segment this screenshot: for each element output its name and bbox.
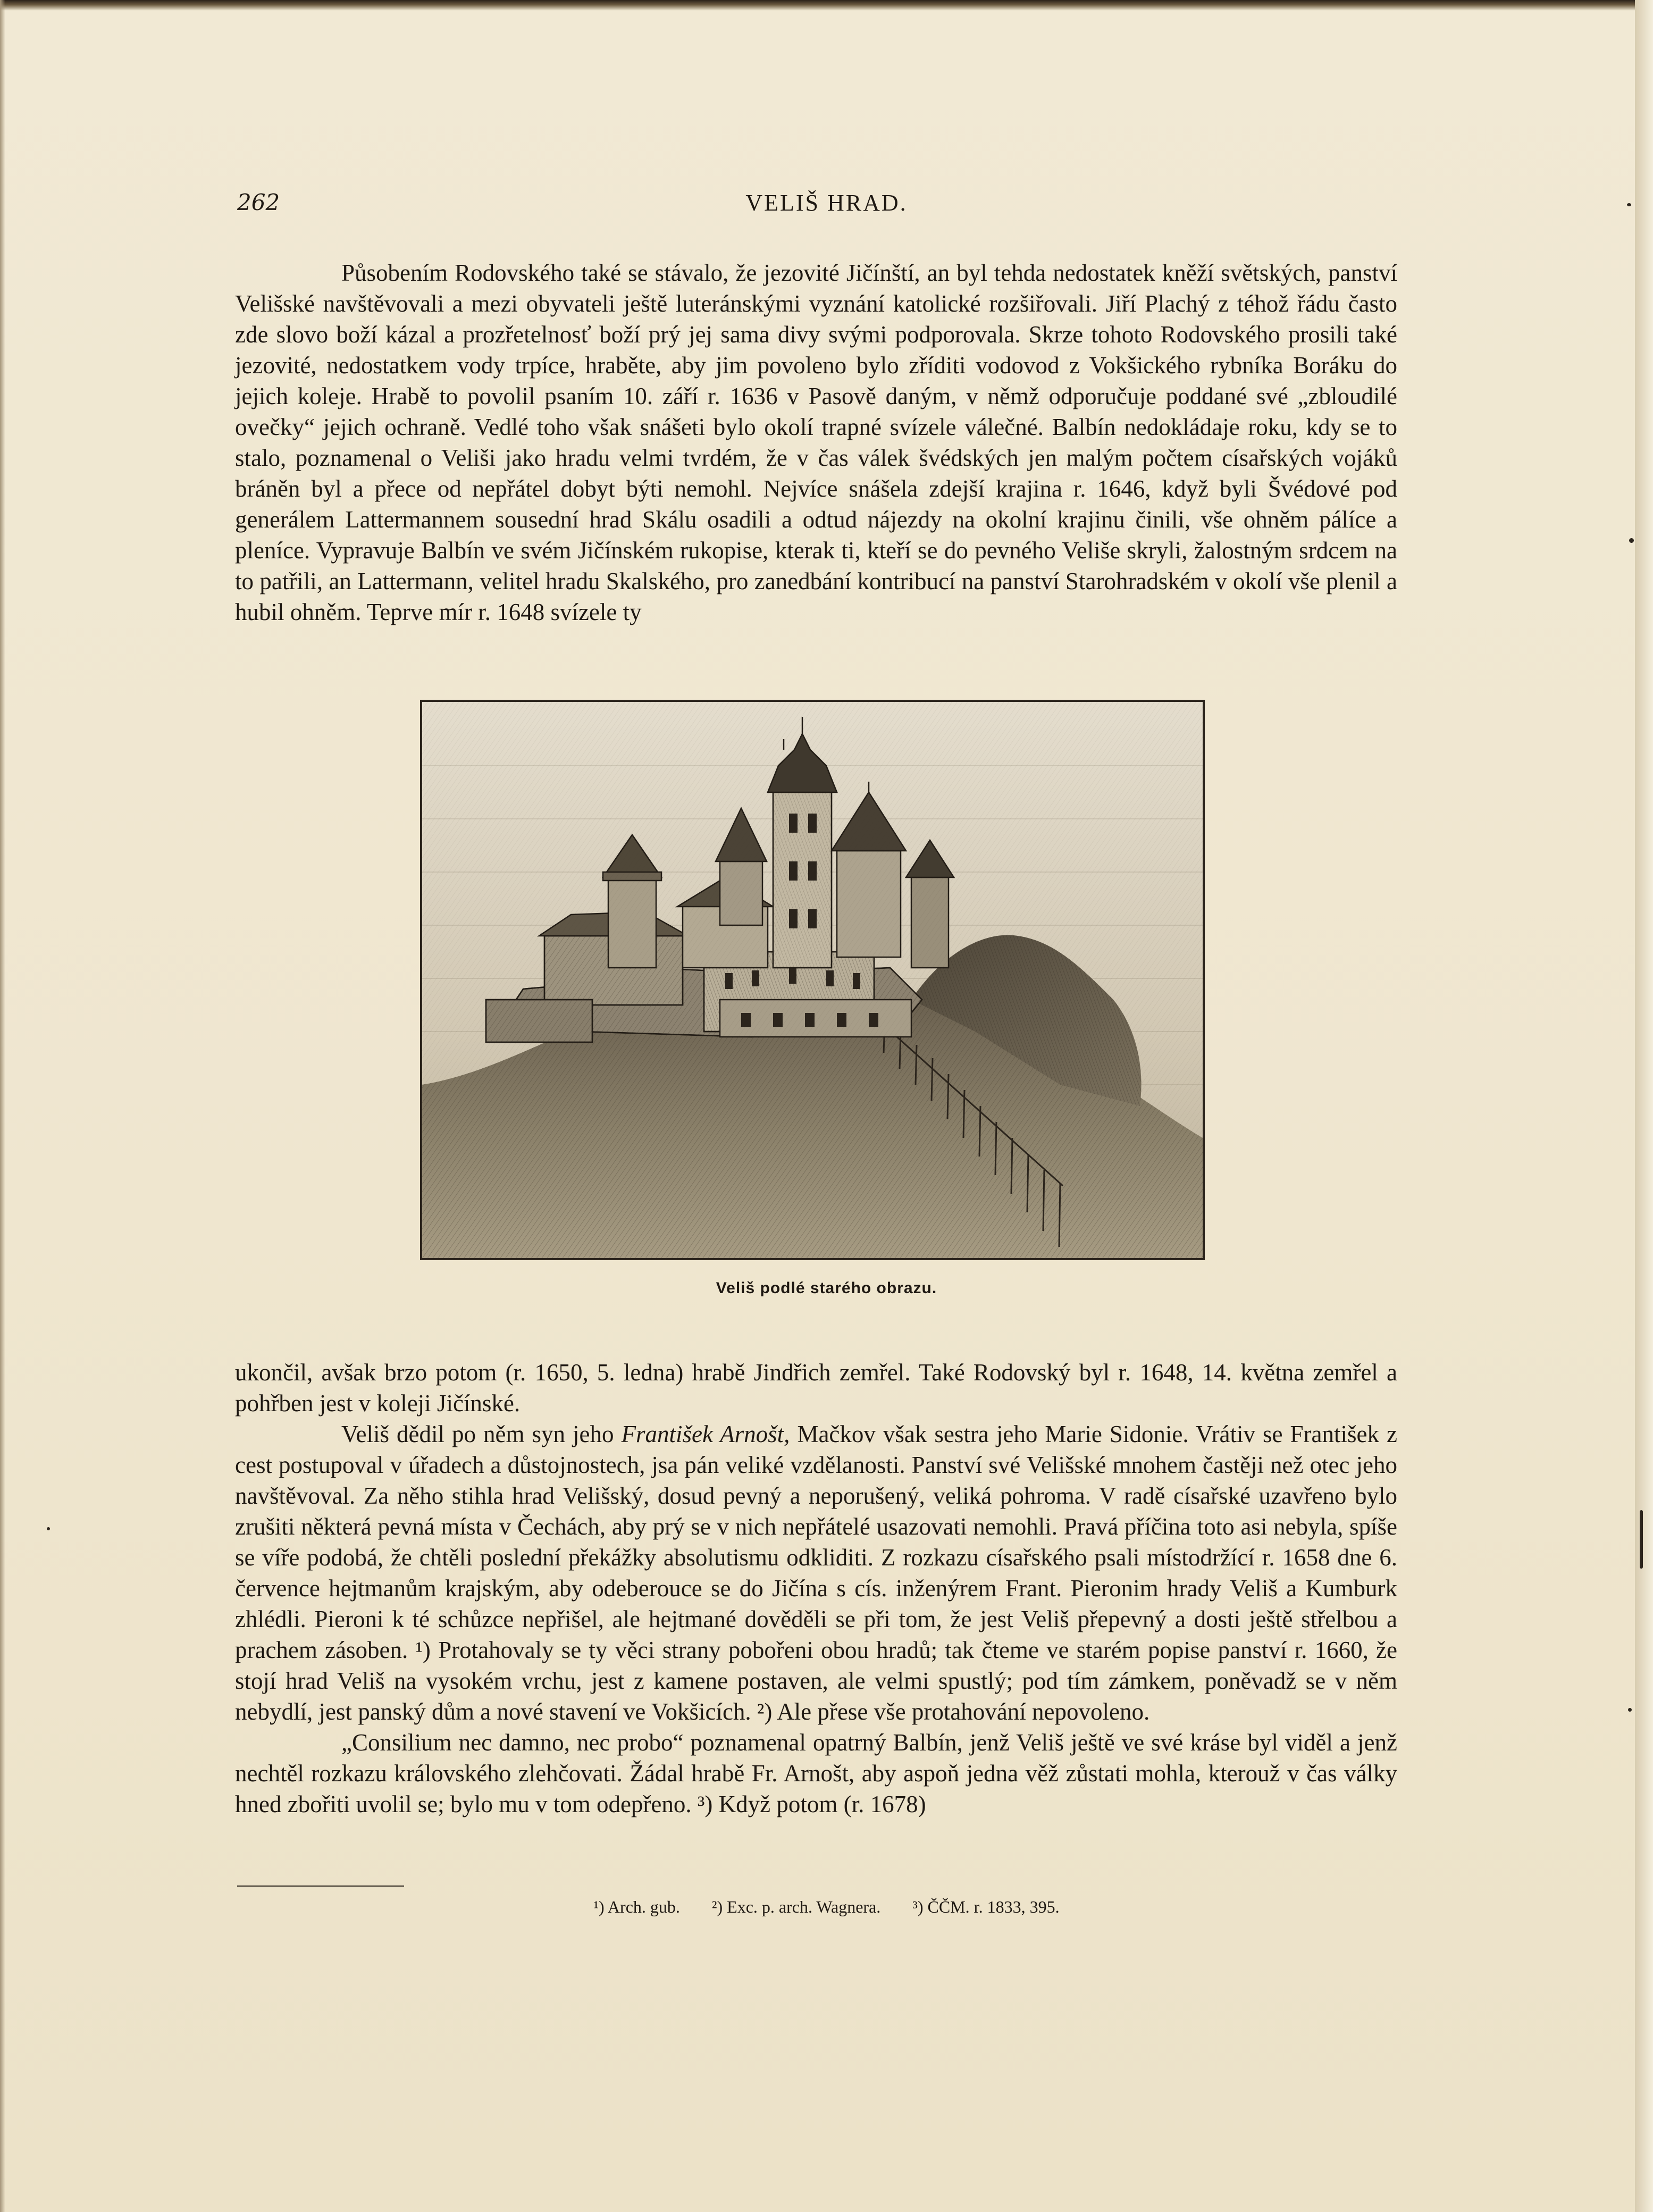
paragraph: „Consilium nec damno, nec probo“ poznamenal opatrný Balbín, jenž Veliš ještě ve své kráse byl viděl a jenž nechtěl rozkazu královského zlehčovati. Žádal hrabě Fr. Arnošt, aby aspoň jedna věž zůstati mohla, kterouž v čas války hned zbořiti uvolil se; bylo mu v tom odepřeno. ³) Když potom (r. 1678) bbox=[235, 1729, 1397, 1817]
margin-speck bbox=[1628, 1708, 1632, 1712]
page-left-edge bbox=[0, 0, 5, 2212]
castle-illustration bbox=[420, 700, 1205, 1260]
margin-speck bbox=[47, 1527, 50, 1530]
figure-caption: Veliš podlé starého obrazu. bbox=[716, 1279, 937, 1297]
person-name: František Arnošt, bbox=[621, 1421, 790, 1447]
footnotes bbox=[0, 1897, 1653, 1917]
margin-speck bbox=[1629, 538, 1634, 543]
paragraph-text: Veliš dědil po něm syn jeho bbox=[341, 1421, 622, 1447]
running-head bbox=[0, 189, 1653, 227]
margin-mark bbox=[1640, 1510, 1643, 1569]
footnote-rule bbox=[237, 1886, 404, 1887]
paragraph: ukončil, avšak brzo potom (r. 1650, 5. ledna) hrabě Jindřich zemřel. Také Rodovský byl r. 1648, 14. května zemřel a pohřben jest v koleji Jičínské. bbox=[235, 1359, 1397, 1417]
page-right-margin-strip bbox=[1635, 0, 1653, 2212]
footnote: ³) ČČM. r. 1833, 395. bbox=[912, 1897, 1060, 1916]
paragraph bbox=[235, 1419, 1397, 1727]
page-number: 262 bbox=[237, 189, 280, 215]
page-top-edge bbox=[0, 0, 1653, 11]
running-title: VELIŠ HRAD. bbox=[745, 190, 908, 216]
body-text-lower bbox=[235, 1357, 1397, 1820]
footnote: ²) Exc. p. arch. Wagnera. bbox=[711, 1897, 881, 1916]
paragraph-text: Mačkov však sestra jeho Marie Sidonie. Vrátiv se František z cest postupoval v úřadech a důstojnostech, jsa pán veliké vzdělanosti. Panství své Velišské mnohem častěji než otec jeho navštěvoval. Za něho stihla hrad Velišský, dosud pevný a neporušený, veliká pohroma. V radě císařské uzavřeno bylo zrušiti některá pevná místa v Čechách, aby prý se v nich nepřátelé usazovati nemohli. Pravá příčina toto asi nebyla, spíše se víře podobá, že chtěli poslední překážky absolutismu odkliditi. Z rozkazu císařského psali místodržící r. 1658 dne 6. července hejtmanům krajským, aby odeberouce se do Jičína s cís. inženýrem Frant. Pieronim hrady Veliš a Kumburk zhlédli. Pieroni k té schůzce nepřišel, ale hejtmané dověděli se při tom, že jest Veliš přepevný a dosti ještě střelbou a prachem zásoben. ¹) Protahovaly se ty věci strany pobořeni obou hradů; tak čteme ve starém popise panství r. 1660, že stojí hrad Veliš na vysokém vrchu, jest z kamene postaven, ale velmi spustlý; pod tím zámkem, poněvadž se v něm nebydlí, jest panský dům a nové stavení ve Vokšicích. ²) Ale přese vše protahování nepovoleno. bbox=[235, 1421, 1397, 1725]
paragraph: Působením Rodovského také se stávalo, že jezovité Jičínští, an byl tehda nedostatek kněží světských, panství Velišské navštěvovali a mezi obyvateli ještě luteránskými vyznání katolické rozšiřovali. Jiří Plachý z téhož řádu často zde slovo boží kázal a prozřetelnosť boží prý jej sama divy svými podporovala. Skrze tohoto Rodovského prosili také jezovité, nedostatkem vody trpíce, hraběte, aby jim povoleno bylo zříditi vodovod z Vokšického rybníka Boráku do jejich koleje. Hrabě to povolil psaním 10. září r. 1636 v Pasově daným, v němž odporučuje poddané své „zbloudilé ovečky“ jejich ochraně. Vedlé toho však snášeti bylo okolí trapné svízele válečné. Balbín nedokládaje roku, kdy se to stalo, poznamenal o Veliši jako hradu velmi tvrdém, že v čas válek švédských jen malým počtem císařských vojáků bráněn byl a přece od nepřátel dobyt býti nemohl. Nejvíce snášela zdejší krajina r. 1646, když byli Švédové pod generálem Lattermannem sousední hrad Skálu osadili a odtud nájezdy na okolní krajinu činili, vše ohněm pálíce a pleníce. Vypravuje Balbín ve svém Jičínském rukopise, kterak ti, kteří se do pevného Veliše skryli, žalostným srdcem na to patřili, an Lattermann, velitel hradu Skalského, pro zanedbání kontribucí na panství Starohradském v okolí vše plenil a hubil ohněm. Teprve mír r. 1648 svízele ty bbox=[235, 259, 1397, 625]
castle-engraving bbox=[422, 702, 1203, 1258]
body-text-upper bbox=[235, 257, 1397, 627]
footnote: ¹) Arch. gub. bbox=[593, 1897, 680, 1916]
